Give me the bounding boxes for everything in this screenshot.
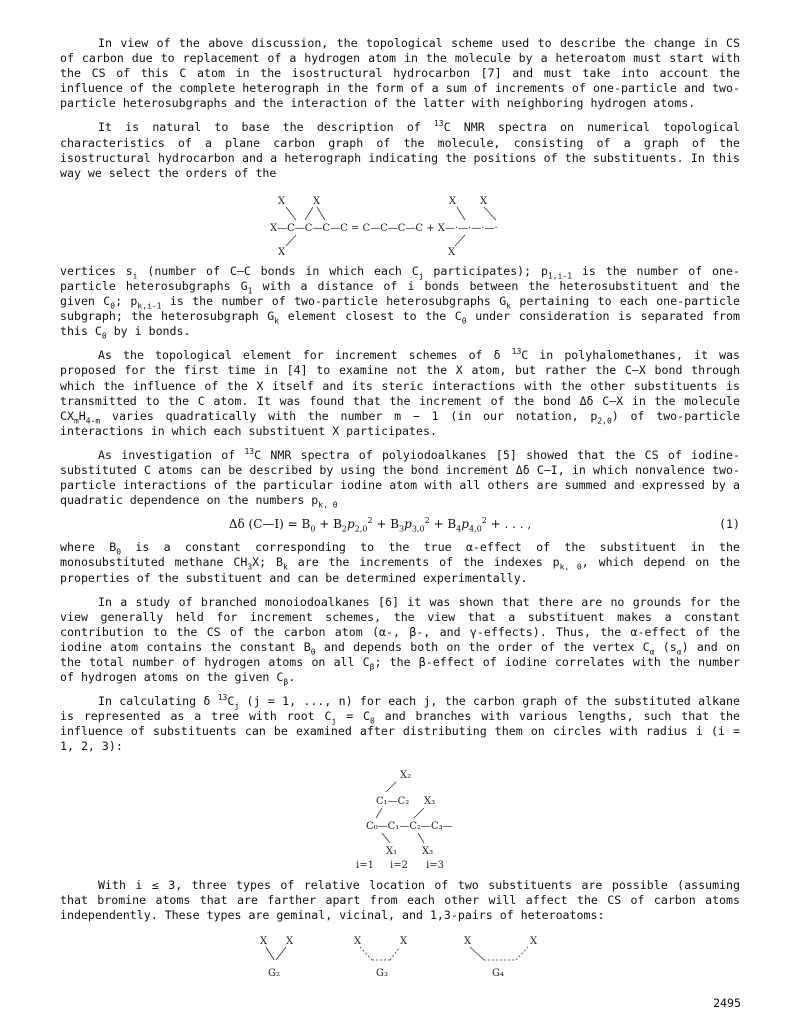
fig3-x-2: X	[286, 935, 294, 947]
paragraph-5: As investigation of $^{13}$C NMR spectra of polyiodoalkanes [5] showed that the CS of iodine-substituted C atoms can be described by using the bond increment Δδ C–I, in which nonvalence two-particle interactions of the particular iodine atom with all others are summed and expressed by a quadratic dependence on the numbers $p_{k, 0}$	[60, 447, 740, 510]
paragraph-3: vertices $s_i$ (number of C–C bonds in which each $C_j$ participates); $p_{1,i-1}$ is the number of one-particle heterosubgraphs $G_1$ with a distance of i bonds between the heterosubstituent and the given $C_0$; $p_{k,i-1}$ is the number of two-particle heterosubgraphs $G_k$ pertaining to each one-particle subgraph; the heterosubgraph $G_k$ element closest to the $C_0$ under consideration is separated from this $C_0$ by i bonds.	[60, 263, 741, 341]
fig3-x-4: X	[400, 935, 408, 947]
fig3-x-3: X	[354, 935, 362, 947]
paragraph-6: where $B_0$ is a constant corresponding to the true α-effect of the substituent in the monosubstituted methane $CH_3X$; $B_k$ are the increments of the indexes $p_{k, 0}$, which depend on the properties of the substituent and can be determined experimentally.	[60, 540, 741, 585]
paragraph-4: As the topological element for increment schemes of δ $^{13}$C in polyhalomethanes, it was proposed for the first time in [4] to examine not the X atom, but rather the C–X bond through which the influence of the X itself and its steric interactions with the other substituents is transmitted to the C atom. It was found that the increment of the bond Δδ C–X in the molecule $CX_mH_{4-m}$ varies quadratically with the number m − 1 (in our notation, $p_{2,0}$) of two-particle interactions in which each substituent X participates.	[60, 347, 740, 438]
fig2-radius-2: i=2	[390, 859, 408, 871]
fig1-chain: X—C—C—C—C = C—C—C—C + X—·—·—·—·	[270, 222, 498, 234]
fig2-x2: X₂	[400, 769, 412, 781]
equation-1	[60, 517, 740, 532]
page-number: 2495	[713, 996, 741, 1010]
fig2-radius-3: i=3	[426, 859, 444, 871]
figure-pair-types	[60, 932, 740, 988]
fig1-x-top-3: X	[449, 195, 457, 207]
paper-page	[60, 36, 740, 994]
fig1-x-top-2: X	[313, 195, 321, 207]
fig2-x3: X₃	[424, 795, 436, 807]
figure-heterograph-chain	[60, 190, 740, 258]
paragraph-7: In a study of branched monoiodoalkanes [6] it was shown that there are no grounds for the view generally held for increment schemes, the view that a substituent makes a constant contribution to the CS of the carbon atom (α-, β-, and γ-effects). Thus, the α-effect of the iodine atom contains the constant $B_0$ and depends both on the order of the vertex $C_\alpha$ $(s_\alpha)$ and on the total number of hydrogen atoms on all $C_\beta$; the β-effect of iodine correlates with the number of hydrogen atoms on the given $C_\beta$.	[60, 594, 740, 687]
fig1-x-bottom-2: X	[448, 246, 456, 258]
fig1-x-bottom-1: X	[278, 246, 286, 258]
fig3-x-5: X	[464, 935, 472, 947]
fig2-radius-1: i=1	[356, 859, 374, 871]
fig3-x-6: X	[530, 935, 538, 947]
fig3-label-g3: G₃	[376, 967, 388, 979]
fig2-x1: X₁	[386, 845, 398, 857]
paragraph-1: In view of the above discussion, the topological scheme used to describe the change in CS of carbon due to replacement of a hydrogen atom in the molecule by a heteroatom must start with the CS of this C atom in the isostructural hydrocarbon [7] and must take into account the influence of the complete heterograph in the form of a sum of increments of one-particle and two-particle heterosubgraphs and the interaction of the latter with neighboring hydrogen atoms.	[60, 36, 740, 111]
figure-tree-radii	[60, 764, 740, 872]
fig3-x-1: X	[260, 935, 268, 947]
fig3-label-g4: G₄	[492, 967, 504, 979]
paragraph-8: In calculating δ $^{13}C_j$ (j = 1, ..., n) for each j, the carbon graph of the substituted alkane is represented as a tree with root $C_j = C_0$ and branches with various lengths, such that the influence of substituents can be examined after distributing them on circles with radius i (i = 1, 2, 3):	[60, 693, 741, 754]
fig2-chain: C₀—C₁—C₂—C₃—	[366, 820, 453, 832]
fig3-label-g2: G₂	[268, 967, 280, 979]
paragraph-2: It is natural to base the description of $^{13}$C NMR spectra on numerical topological characteristics of a plane carbon graph of the molecule, consisting of a graph of the isostructural hydrocarbon and a heterograph indicating the positions of the substituents. In this way we select the orders of the	[60, 119, 740, 180]
paragraph-9: With i ≤ 3, three types of relative location of two substituents are possible (assuming that bromine atoms that are farther apart from each other will affect the CS of carbon atoms independently. These types are geminal, vicinal, and 1,3-pairs of heteroatoms:	[60, 877, 740, 922]
fig2-c1c2: C₁—C₂	[376, 795, 410, 807]
fig2-x3b: X₃	[422, 845, 434, 857]
fig1-x-top-1: X	[278, 195, 286, 207]
equation-1-number: (1)	[719, 517, 740, 532]
fig1-x-top-4: X	[480, 195, 488, 207]
equation-1-body: Δδ (C—I) = $B_0 + B_2p_{2,0}^2 + B_3p_{3,0}^2 + B_4p_{4,0}^2$ + . . . ,	[228, 516, 532, 534]
